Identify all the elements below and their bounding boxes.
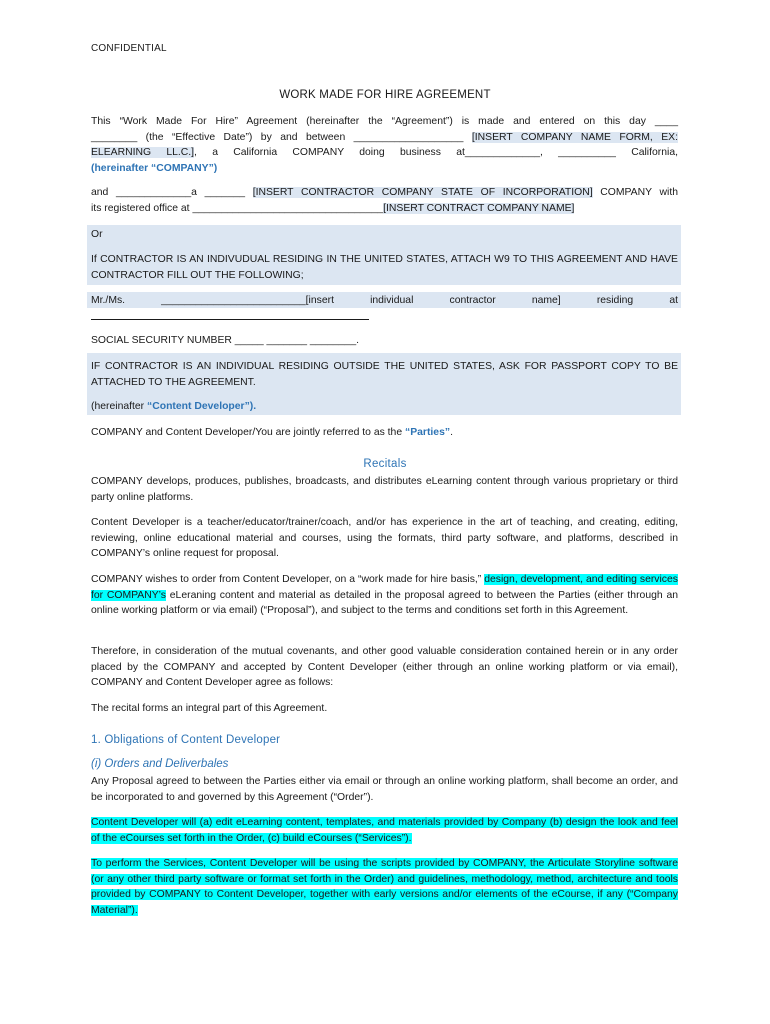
insert-company-name-placeholder-cont: ELEARNING LL.C.]: [91, 147, 195, 158]
hereinafter-content-developer: [91, 399, 678, 415]
confidential-label: CONFIDENTIAL: [91, 43, 167, 54]
contractor-line-1: [91, 185, 678, 201]
section-1-paragraph-1: Any Proposal agreed to between the Parties either via email or through an online working platform, shall become an order, and be incorporated to and governed by this Agreement (“Order”).: [91, 776, 678, 803]
intro-text-cont: , a California COMPANY doing business at_____________, __________ California,: [194, 147, 678, 158]
residing-word: residing: [596, 295, 634, 306]
recital-paragraph-2: Content Developer is a teacher/educator/trainer/coach, and/or has experience in the art of teaching, and creating, editing, reviewing, online educational material and courses, using the formats, third party software, and platforms, described in COMPANY’s online request for proposal.: [91, 517, 678, 559]
intro-line-3: [91, 145, 678, 161]
insert-state-placeholder: [INSERT CONTRACTOR COMPANY STATE OF INCORPORATION]: [252, 187, 593, 198]
insert-company-name-placeholder: [INSERT COMPANY NAME FORM, EX:: [471, 131, 678, 143]
highlighted-services: design, development, and editing services for COMPANY’s: [91, 574, 678, 601]
mr-ms-row: [91, 293, 678, 309]
insert-contract-company-placeholder: [INSERT CONTRACT COMPANY NAME]: [383, 202, 575, 214]
registered-office-text: its registered office at _________________________________: [91, 202, 384, 214]
intro-paragraph: [91, 114, 678, 176]
recital-3-text: COMPANY wishes to order from Content Developer, on a “work made for hire basis,”: [91, 574, 485, 585]
intro-text: ________ (the “Effective Date”) by and between ___________________: [91, 131, 472, 143]
content-developer-term: “Content Developer”).: [147, 401, 257, 412]
us-individual-instruction: If CONTRACTOR IS AN INDIVUDUAL RESIDING IN THE UNITED STATES, ATTACH W9 TO THIS AGREEMENT AND HAVE CONTRACTOR FILL OUT THE FOLLOWING;: [91, 254, 678, 281]
individual-word: individual: [370, 295, 414, 306]
parties-term: “Parties”: [405, 427, 451, 438]
recital-paragraph-1: COMPANY develops, produces, publishes, broadcasts, and distributes eLearning content through various proprietary or third party online platforms.: [91, 476, 678, 503]
section-1-heading: 1. Obligations of Content Developer: [91, 734, 281, 746]
address-blank-line: [91, 319, 369, 320]
contractor-text: and _____________a _______: [91, 187, 253, 198]
outside-us-instruction: IF CONTRACTOR IS AN INDIVIDUAL RESIDING OUTSIDE THE UNITED STATES, ASK FOR PASSPORT COPY TO BE ATTACHED TO THE AGREEMENT.: [91, 361, 678, 388]
contractor-paragraph: [91, 185, 678, 216]
at-word: at: [669, 295, 678, 306]
name-bracket-word: name]: [531, 295, 561, 306]
parties-line: [91, 425, 678, 441]
parties-end: .: [450, 427, 453, 438]
recitals-heading: Recitals: [363, 458, 407, 470]
highlighted-company-material: To perform the Services, Content Developer will be using the scripts provided by COMPANY, the Articulate Storyline software (or any other third party software or format set forth in the Order) and guidelines, methodology, method, architecture and tools provided by COMPANY to Content Developer, together with early versions and/or elements of the eCourse, if any (“Company Material”).: [91, 858, 678, 916]
contractor-text-cont: COMPANY with: [592, 187, 678, 198]
intro-line-2: [91, 130, 678, 146]
hereinafter-text: (hereinafter: [91, 401, 148, 412]
ssn-line: SOCIAL SECURITY NUMBER _____ _______ ________.: [91, 335, 359, 346]
contractor-line-2: [91, 201, 678, 217]
mr-ms-label: Mr./Ms.: [91, 295, 126, 306]
recital-3-text-cont: eLeraning content and material as detailed in the proposal agreed to between the Parties (either through an online working platform or via email) (“Proposal”), and subject to the terms and conditions set forth in this Agreement.: [91, 589, 679, 616]
document-title: WORK MADE FOR HIRE AGREEMENT: [279, 89, 491, 101]
or-label: Or: [91, 229, 103, 240]
name-blank-line: _________________________: [161, 295, 306, 306]
recital-paragraph-3: [91, 572, 678, 619]
intro-line-1: This “Work Made For Hire” Agreement (hereinafter the “Agreement”) is made and entered on this day ____: [91, 116, 678, 127]
section-1-paragraph-2: [91, 815, 678, 846]
section-1-paragraph-3: [91, 856, 678, 918]
parties-text: COMPANY and Content Developer/You are jointly referred to as the: [91, 427, 406, 438]
recital-paragraph-5: The recital forms an integral part of this Agreement.: [91, 703, 328, 714]
section-1-subheading: (i) Orders and Deliverbales: [91, 758, 229, 770]
contractor-word: contractor: [449, 295, 496, 306]
insert-word: [insert: [305, 295, 334, 306]
highlighted-services-definition: Content Developer will (a) edit eLearning content, templates, and materials provided by Company (b) design the look and feel of the eCourses set forth in the Order, (c) build eCourses (“Services”).: [91, 817, 678, 844]
mr-ms-line: [91, 293, 678, 309]
recital-paragraph-4: Therefore, in consideration of the mutual covenants, and other good valuable consideration contained herein or in any order placed by the COMPANY and accepted by Content Developer (either through an online working platform or via email), COMPANY and Content Developer agree as follows:: [91, 646, 678, 688]
hereinafter-company: (hereinafter “COMPANY”): [91, 162, 218, 174]
name-blank: [161, 293, 334, 309]
